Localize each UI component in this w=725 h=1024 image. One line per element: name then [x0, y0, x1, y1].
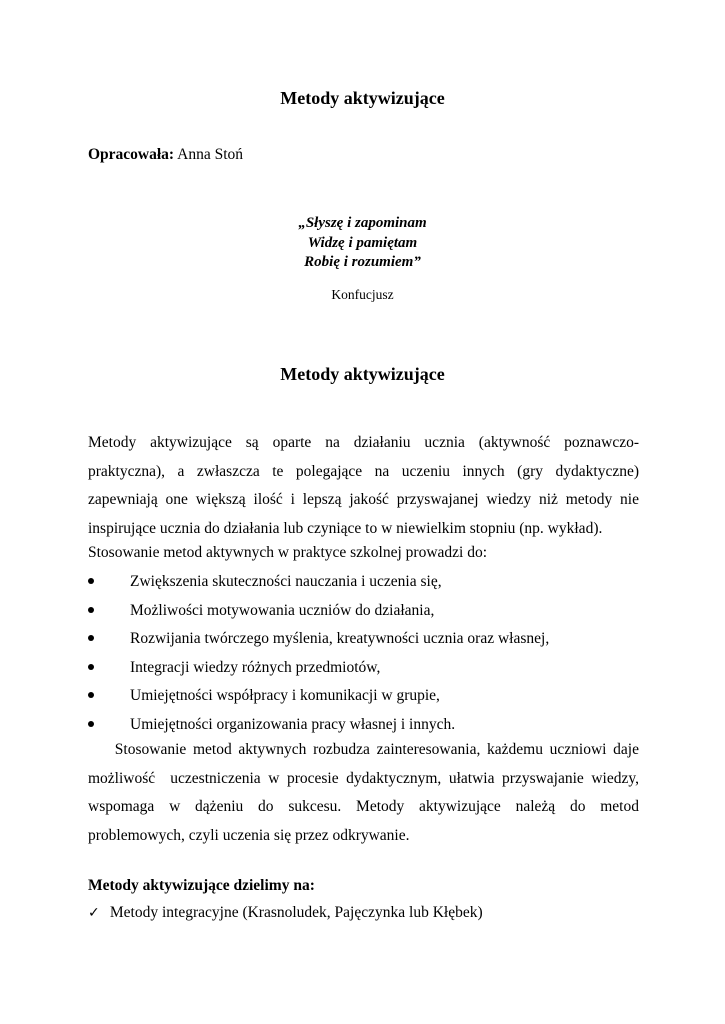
quote-line: Widzę i pamiętam — [307, 234, 418, 251]
list-item — [88, 601, 648, 630]
paragraph-line: wspomaga w dążeniu do sukcesu. Metody aktywizujące należą do metod — [88, 798, 639, 815]
section-title: Metody aktywizujące — [280, 364, 445, 384]
list-item-text: Umiejętności współpracy i komunikacji w grupie, — [130, 687, 440, 704]
paragraph-line: problemowych, czyli uczenia się przez odkrywanie. — [88, 826, 410, 844]
list-item-text: Integracji wiedzy różnych przedmiotów, — [130, 658, 381, 676]
list-item-text: Umiejętności organizowania pracy własnej i innych. — [130, 715, 456, 733]
list-item — [88, 629, 648, 658]
paragraph-intro — [88, 429, 639, 543]
author-label: Opracowała: — [88, 146, 175, 163]
list-item — [88, 686, 648, 715]
benefits-list — [88, 572, 648, 743]
list-item — [88, 658, 648, 687]
quote-line: „Słyszę i zapominam — [298, 215, 427, 231]
checkmark-icon: ✓ — [88, 905, 100, 921]
list-intro: Stosowanie metod aktywnych w praktyce szkolnej prowadzi do: — [88, 544, 488, 561]
check-list-item — [88, 904, 483, 922]
paragraph-line: inspirujące ucznia do działania lub czyniące to w niewielkim stopniu (np. wykład). — [88, 519, 603, 537]
bullet-icon — [88, 721, 94, 727]
page-title: Metody aktywizujące — [280, 88, 445, 108]
paragraph-benefits — [88, 736, 639, 850]
author-name: Anna Stoń — [177, 146, 244, 163]
bullet-icon — [88, 692, 94, 698]
paragraph-line: Metody aktywizujące są oparte na działaniu ucznia (aktywność poznawczo- — [88, 434, 639, 451]
paragraph-line: zapewniają one większą ilość i lepszą jakość przyswajanej wiedzy niż metody nie — [88, 491, 639, 508]
paragraph-line: możliwość uczestniczenia w procesie dydaktycznym, ułatwia przyswajanie wiedzy, — [88, 769, 639, 787]
paragraph-line: Stosowanie metod aktywnych rozbudza zainteresowania, każdemu uczniowi daje — [88, 741, 639, 758]
list-item-text: Możliwości motywowania uczniów do działania, — [130, 601, 435, 619]
author-line — [88, 146, 243, 164]
bullet-icon — [88, 607, 94, 613]
division-heading: Metody aktywizujące dzielimy na: — [88, 877, 315, 894]
quote-line: Robię i rozumiem” — [304, 254, 421, 270]
quote-block — [0, 214, 725, 273]
bullet-icon — [88, 578, 94, 584]
check-item-text: Metody integracyjne (Krasnoludek, Pajęczynka lub Kłębek) — [109, 904, 483, 921]
bullet-icon — [88, 664, 94, 670]
bullet-icon — [88, 635, 94, 641]
list-item-text: Rozwijania twórczego myślenia, kreatywności ucznia oraz własnej, — [130, 630, 550, 647]
list-item-text: Zwiększenia skuteczności nauczania i uczenia się, — [130, 573, 442, 590]
quote-author: Konfucjusz — [331, 287, 394, 302]
list-item — [88, 572, 648, 601]
paragraph-line: praktyczna), a zwłaszcza te polegające na uczeniu innych (gry dydaktyczne) — [88, 462, 639, 480]
